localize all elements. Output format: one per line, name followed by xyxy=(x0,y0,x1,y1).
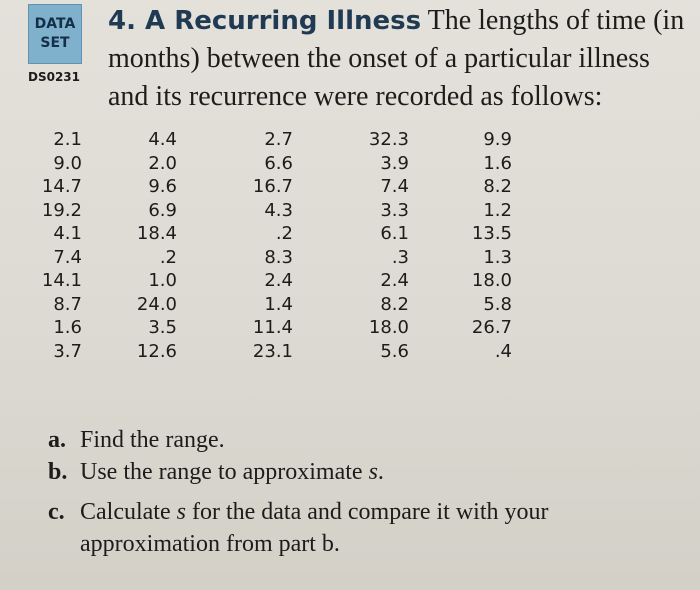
table-cell: .2 xyxy=(159,246,177,268)
table-cell: 1.2 xyxy=(483,199,512,221)
question-b-letter: b. xyxy=(48,459,68,485)
table-row xyxy=(40,222,512,246)
table-cell: 16.7 xyxy=(252,176,293,197)
table-cell: 7.4 xyxy=(380,176,409,197)
table-row xyxy=(40,152,512,176)
table-cell: 2.0 xyxy=(148,152,177,174)
question-b xyxy=(48,456,688,488)
questions xyxy=(48,424,688,560)
table-cell: 12.6 xyxy=(136,340,177,362)
table-cell: 1.3 xyxy=(483,246,512,268)
table-cell: 9.0 xyxy=(53,152,82,174)
table-cell: 1.6 xyxy=(483,152,512,174)
table-cell: 1.0 xyxy=(148,270,177,291)
table-cell: 8.2 xyxy=(380,293,409,315)
table-cell: 18.0 xyxy=(471,270,512,291)
data-set-tag-line1: DATA xyxy=(34,16,76,32)
table-row xyxy=(40,175,512,199)
data-set-code: DS0231 xyxy=(28,70,81,84)
table-cell: 5.8 xyxy=(483,293,512,315)
table-row xyxy=(40,340,512,364)
table-cell: 6.9 xyxy=(148,199,177,221)
question-c-post: for the data and compare it with your approximation from part b. xyxy=(80,499,549,557)
table-cell: 1.4 xyxy=(264,293,293,315)
table-cell: 2.4 xyxy=(264,270,293,291)
problem-statement xyxy=(108,2,688,116)
data-set-tag xyxy=(28,4,82,64)
table-cell: 19.2 xyxy=(41,199,82,221)
question-b-var: s xyxy=(368,459,378,485)
table-cell: .4 xyxy=(494,340,512,362)
question-c-var: s xyxy=(176,499,186,525)
question-b-text xyxy=(80,456,688,488)
table-row xyxy=(40,199,512,223)
table-cell: 18.0 xyxy=(368,317,409,338)
table-cell: 24.0 xyxy=(136,293,177,315)
question-c xyxy=(48,496,688,560)
table-cell: 3.9 xyxy=(380,152,409,174)
table-cell: 4.4 xyxy=(148,129,177,150)
table-cell: 14.1 xyxy=(41,270,82,291)
table-row xyxy=(40,269,512,293)
table-cell: 26.7 xyxy=(471,317,512,338)
table-cell: 11.4 xyxy=(252,317,293,338)
question-c-letter: c. xyxy=(48,499,65,525)
question-a-letter: a. xyxy=(48,427,66,453)
table-row xyxy=(40,128,512,152)
question-a-text: Find the range. xyxy=(80,427,225,453)
table-cell: 18.4 xyxy=(136,223,177,244)
table-row xyxy=(40,246,512,270)
table-cell: .3 xyxy=(391,246,409,268)
data-set-tag-line2: SET xyxy=(40,35,70,51)
table-cell: 3.5 xyxy=(148,317,177,338)
table-cell: 32.3 xyxy=(368,129,409,150)
problem-text: The lengths of time (in months) between the onset of a particular illness and its recurrence were recorded as follows: xyxy=(108,5,685,112)
table-cell: 6.6 xyxy=(264,152,293,174)
table-cell: 3.7 xyxy=(53,340,82,362)
table-cell: 14.7 xyxy=(41,176,82,197)
table-cell: 1.6 xyxy=(53,317,82,338)
table-cell: 23.1 xyxy=(252,340,293,362)
table-cell: 2.7 xyxy=(264,129,293,150)
data-table xyxy=(40,128,512,363)
table-cell: 2.1 xyxy=(53,129,82,150)
table-cell: 8.2 xyxy=(483,176,512,197)
question-a xyxy=(48,424,688,456)
table-cell: 8.7 xyxy=(53,293,82,315)
table-cell: 6.1 xyxy=(380,223,409,244)
question-b-post: . xyxy=(377,459,384,485)
question-c-pre: Calculate xyxy=(80,499,177,525)
table-cell: 7.4 xyxy=(53,246,82,268)
table-row xyxy=(40,316,512,340)
problem-title: 4. A Recurring Illness xyxy=(108,6,422,36)
table-cell: 5.6 xyxy=(380,340,409,362)
question-c-text xyxy=(80,496,688,560)
table-cell: 2.4 xyxy=(380,270,409,291)
table-row xyxy=(40,293,512,317)
question-b-pre: Use the range to approximate xyxy=(80,459,369,485)
table-cell: 9.6 xyxy=(148,176,177,197)
table-cell: 8.3 xyxy=(264,246,293,268)
table-cell: 9.9 xyxy=(483,129,512,150)
table-cell: 4.3 xyxy=(264,199,293,221)
table-cell: 13.5 xyxy=(471,223,512,244)
table-cell: 4.1 xyxy=(53,223,82,244)
table-cell: 3.3 xyxy=(380,199,409,221)
table-cell: .2 xyxy=(275,223,293,244)
